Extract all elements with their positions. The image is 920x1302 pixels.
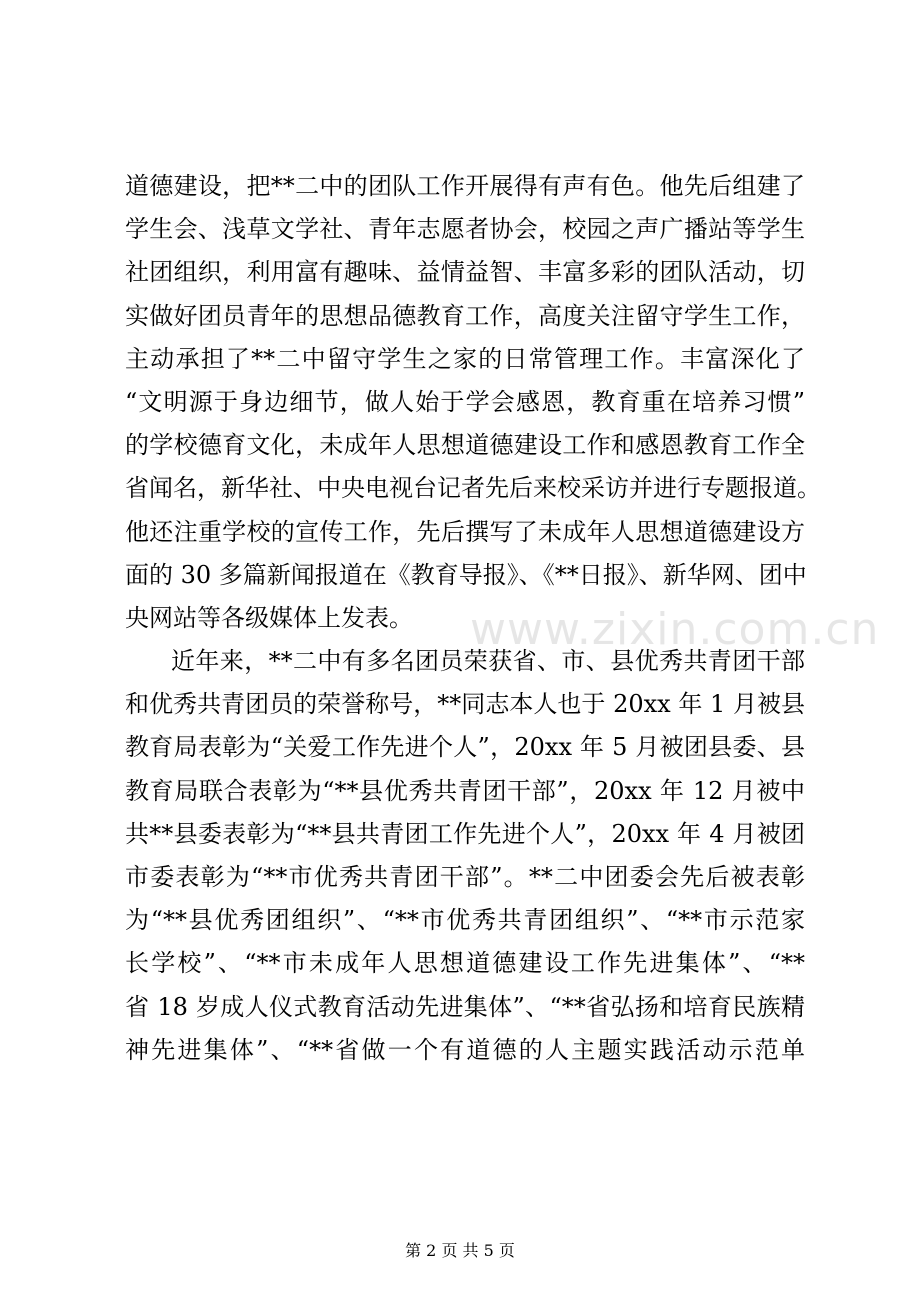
text-line: 市委表彰为“**市优秀共青团干部”。**二中团委会先后被表彰: [125, 863, 805, 891]
text-line: 学生会、浅草文学社、青年志愿者协会，校园之声广播站等学生: [125, 215, 805, 244]
text-line: 为“**县优秀团组织”、“**市优秀共青团组织”、“**市示范家: [125, 906, 805, 935]
paragraph-2: [125, 640, 805, 1072]
text-line: 央网站等各级媒体上发表。: [125, 603, 413, 632]
text-line: 神先进集体”、“**省做一个有道德的人主题实践活动示范单: [125, 1035, 805, 1064]
text-line: 道德建设，把**二中的团队工作开展得有声有色。他先后组建了: [125, 172, 805, 200]
text-line: 和优秀共青团员的荣誉称号，**同志本人也于 20xx 年 1 月被县: [125, 690, 805, 719]
paragraph-1: [125, 165, 821, 640]
text-line: 省闻名，新华社、中央电视台记者先后来校采访并进行专题报道。: [125, 474, 821, 503]
text-line: 面的 30 多篇新闻报道在《教育导报》、《**日报》、新华网、团中: [125, 560, 807, 589]
text-line: 的学校德育文化，未成年人思想道德建设工作和感恩教育工作全: [125, 431, 805, 460]
text-line: 主动承担了**二中留守学生之家的日常管理工作。丰富深化了: [125, 344, 805, 373]
page-number-footer: 第 2 页 共 5 页: [405, 1241, 515, 1260]
text-line: 省 18 岁成人仪式教育活动先进集体”、“**省弘扬和培育民族精: [125, 992, 805, 1021]
text-line: 实做好团员青年的思想品德教育工作，高度关注留守学生工作，: [125, 301, 805, 330]
text-line: 长学校”、“**市未成年人思想道德建设工作先进集体”、“**: [125, 949, 805, 978]
text-line: 社团组织，利用富有趣味、益情益智、丰富多彩的团队活动，切: [125, 258, 805, 287]
text-line: 他还注重学校的宣传工作，先后撰写了未成年人思想道德建设方: [125, 517, 805, 546]
site-watermark: www.zixin.com.cn: [470, 604, 880, 655]
text-line: “文明源于身边细节，做人始于学会感恩，教育重在培养习惯”: [125, 387, 805, 416]
text-line: 教育局表彰为“关爱工作先进个人”，20xx 年 5 月被团县委、县: [125, 733, 805, 762]
text-line: 教育局联合表彰为“**县优秀共青团干部”，20xx 年 12 月被中: [125, 776, 805, 805]
text-line: 共**县委表彰为“**县共青团工作先进个人”，20xx 年 4 月被团: [125, 819, 805, 848]
text-line: 近年来，**二中有多名团员荣获省、市、县优秀共青团干部: [171, 647, 805, 676]
